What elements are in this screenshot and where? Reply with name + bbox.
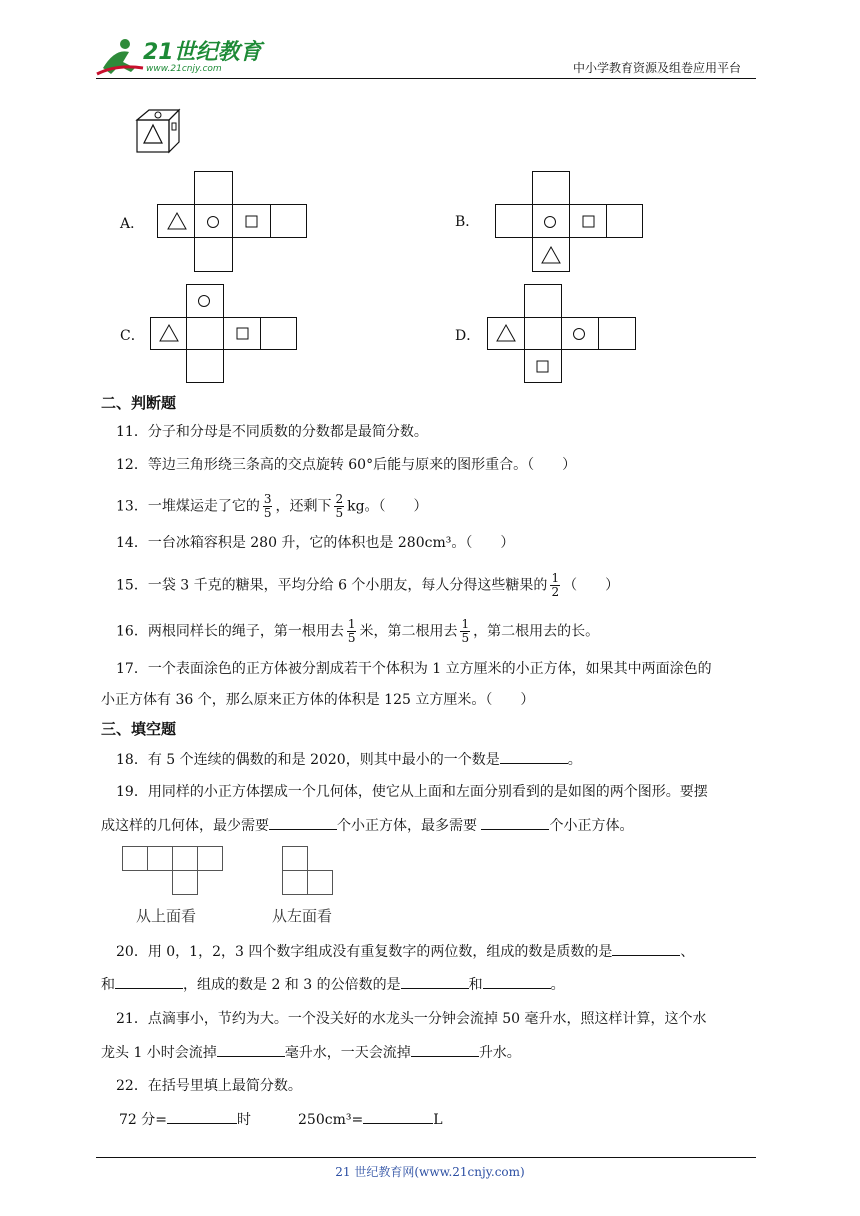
question-17-line2: 小正方体有 36 个，那么原来正方体的体积是 125 立方厘米。（ ） — [101, 692, 535, 708]
triangle-icon — [541, 246, 561, 264]
circle-icon — [543, 215, 557, 229]
option-d-label[interactable]: D． — [455, 328, 481, 344]
answer-blank[interactable] — [363, 1109, 433, 1124]
fraction: $\frac{1}{5}$ — [347, 617, 356, 645]
question-19-line2: 成这样的几何体，最少需要 个小正方体，最多需要 个小正方体。 — [101, 815, 633, 836]
answer-blank[interactable] — [411, 1042, 479, 1057]
option-c-label[interactable]: C． — [120, 328, 145, 344]
question-14: 14．一台冰箱容积是 280 升，它的体积也是 280cm³。（ ） — [116, 535, 515, 551]
question-17-line1: 17．一个表面涂色的正方体被分割成若干个体积为 1 立方厘米的小正方体，如果其中两面涂色的 — [116, 661, 712, 677]
section-title-fill: 三、填空题 — [101, 720, 177, 738]
answer-blank[interactable] — [500, 749, 568, 764]
circle-icon — [572, 327, 586, 341]
answer-blank[interactable] — [217, 1042, 285, 1057]
square-icon — [582, 215, 596, 229]
footer-text[interactable]: 21 世纪教育网(www.21cnjy.com) — [335, 1165, 525, 1179]
triangle-icon — [159, 324, 179, 342]
option-a-label[interactable]: A． — [120, 216, 145, 232]
answer-blank[interactable] — [401, 974, 469, 989]
square-icon — [536, 360, 550, 374]
fraction: $\frac{2}{5}$ — [335, 492, 344, 520]
logo-runner-icon — [95, 38, 145, 76]
question-18: 18．有 5 个连续的偶数的和是 2020，则其中最小的一个数是 。 — [116, 749, 582, 770]
circle-icon — [197, 294, 211, 308]
fraction: $\frac{3}{5}$ — [263, 492, 272, 520]
question-21-line2: 龙头 1 小时会流掉 毫升水，一天会流掉 升水。 — [101, 1042, 521, 1063]
question-22-item1: 72 分= 时 — [119, 1109, 251, 1130]
footer-divider — [96, 1157, 756, 1158]
question-22-item2: 250cm³= L — [298, 1109, 442, 1130]
question-20-line1: 20．用 0，1，2，3 四个数字组成没有重复数字的两位数，组成的数是质数的是 、 — [116, 941, 694, 962]
fraction: $\frac{1}{5}$ — [461, 617, 470, 645]
square-icon — [236, 327, 250, 341]
platform-name: 中小学教育资源及组卷应用平台 — [573, 61, 742, 75]
left-view-caption: 从左面看 — [272, 907, 333, 925]
question-15: 15．一袋 3 千克的糖果，平均分给 6 个小朋友，每人分得这些糖果的 $\frac{1}{2}$ （ ） — [116, 571, 620, 599]
question-11: 11．分子和分母是不同质数的分数都是最简分数。 — [116, 424, 428, 440]
answer-blank[interactable] — [269, 815, 337, 830]
circle-icon — [206, 215, 220, 229]
square-icon — [245, 215, 259, 229]
cube-figure — [135, 108, 183, 154]
answer-blank[interactable] — [167, 1109, 237, 1124]
answer-blank[interactable] — [115, 974, 183, 989]
logo-url: www.21cnjy.com — [146, 64, 222, 74]
question-20-line2: 和 ，组成的数是 2 和 3 的公倍数的是 和 。 — [101, 974, 565, 995]
top-view-caption: 从上面看 — [136, 907, 197, 925]
option-b-label[interactable]: B． — [455, 214, 480, 230]
question-21-line1: 21．点滴事小，节约为大。一个没关好的水龙头一分钟会流掉 50 毫升水，照这样计算，这个水 — [116, 1011, 707, 1027]
header-divider — [96, 78, 756, 79]
section-title-judgement: 二、判断题 — [101, 394, 177, 412]
question-22: 22．在括号里填上最简分数。 — [116, 1078, 302, 1094]
question-19-line1: 19．用同样的小正方体摆成一个几何体，使它从上面和左面分别看到的是如图的两个图形。要摆 — [116, 784, 708, 800]
triangle-icon — [496, 324, 516, 342]
answer-blank[interactable] — [483, 974, 551, 989]
fraction: $\frac{1}{2}$ — [551, 571, 560, 599]
logo-text: 21世纪教育 — [143, 40, 262, 65]
answer-blank[interactable] — [481, 815, 549, 830]
question-16: 16．两根同样长的绳子，第一根用去 $\frac{1}{5}$ 米，第二根用去 $\frac{1}{5}$ ，第二根用去的长。 — [116, 617, 600, 645]
question-12: 12．等边三角形绕三条高的交点旋转 60°后能与原来的图形重合。（ ） — [116, 457, 577, 473]
triangle-icon — [167, 212, 187, 230]
answer-blank[interactable] — [612, 941, 680, 956]
question-13: 13．一堆煤运走了它的 $\frac{3}{5}$ ，还剩下 $\frac{2}{5}$ kg。（ ） — [116, 492, 428, 520]
